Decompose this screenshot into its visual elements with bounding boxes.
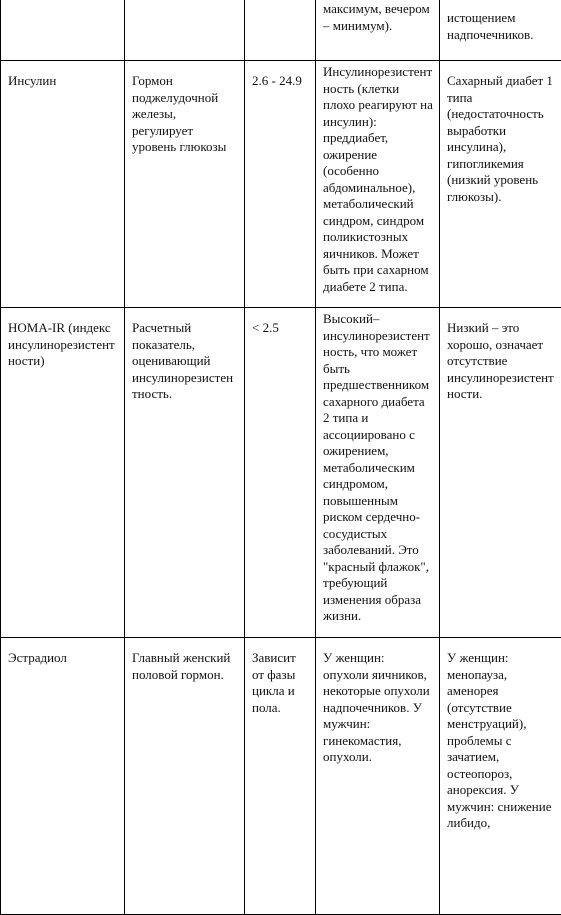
low-level-causes: Сахарный диабет 1 типа (недостаточность выработки инсулина), гипогликемия (низкий уровень глюкозы). <box>447 73 555 205</box>
reference-range: Зависит от фазы цикла и пола. <box>252 650 309 716</box>
high-level-causes: У женщин: опухоли яичников, некоторые опухоли надпочечников. У мужчин: гинекомастия, опухоли. <box>323 650 433 766</box>
hormone-name-cell <box>1 308 125 638</box>
hormone-description: Гормон поджелудочной железы, регулирует уровень глюкозы <box>132 73 238 156</box>
range-cell <box>245 308 316 638</box>
high-level-causes: максимум, вечером – минимум). <box>323 1 433 34</box>
high-level-cell <box>316 61 440 308</box>
low-level-causes: Низкий – это хорошо, означает отсутствие инсулинорезистентности. <box>447 320 555 403</box>
range-cell <box>245 0 316 61</box>
hormone-name: Эстрадиол <box>8 650 118 667</box>
description-cell <box>125 61 245 308</box>
low-level-cell <box>440 61 561 308</box>
range-cell <box>245 61 316 308</box>
hormone-name-cell <box>1 638 125 915</box>
range-cell <box>245 638 316 915</box>
hormone-description: Главный женский половой гормон. <box>132 650 238 683</box>
hormone-name: Инсулин <box>8 73 118 90</box>
table-row <box>1 638 561 915</box>
table-row <box>1 0 561 61</box>
low-level-cell <box>440 0 561 61</box>
reference-range: < 2.5 <box>252 320 309 337</box>
low-level-causes: У женщин: менопауза, аменорея (отсутствие менструаций), проблемы с зачатием, остеопороз, анорексия. У мужчин: снижение либидо, <box>447 650 555 832</box>
high-level-causes: Инсулинорезистентность (клетки плохо реагируют на инсулин): преддиабет, ожирение (особенно абдоминальное), метаболический синдром, синдром поликистозных яичников. Может быть при сахарном диабете 2 типа. <box>323 64 433 295</box>
description-cell <box>125 308 245 638</box>
table-row <box>1 61 561 308</box>
high-level-causes: Высокий– инсулинорезистентность, что может быть предшественником сахарного диабета 2 типа и ассоциировано с ожирением, метаболическим синдромом, повышенным риском сердечно-сосудистых заболеваний. Это "красный флажок", требующий изменения образа жизни. <box>323 311 433 625</box>
low-level-cell <box>440 308 561 638</box>
low-level-causes: истощением надпочечников. <box>447 10 555 43</box>
hormone-name-cell <box>1 0 125 61</box>
high-level-cell <box>316 0 440 61</box>
low-level-cell <box>440 638 561 915</box>
hormone-name-cell <box>1 61 125 308</box>
hormone-name: HOMA-IR (индекс инсулинорезистентности) <box>8 320 118 370</box>
description-cell <box>125 638 245 915</box>
reference-range: 2.6 - 24.9 <box>252 73 309 90</box>
high-level-cell <box>316 638 440 915</box>
table-row <box>1 308 561 638</box>
hormone-description: Расчетный показатель, оценивающий инсулинорезистентность. <box>132 320 238 403</box>
description-cell <box>125 0 245 61</box>
high-level-cell <box>316 308 440 638</box>
